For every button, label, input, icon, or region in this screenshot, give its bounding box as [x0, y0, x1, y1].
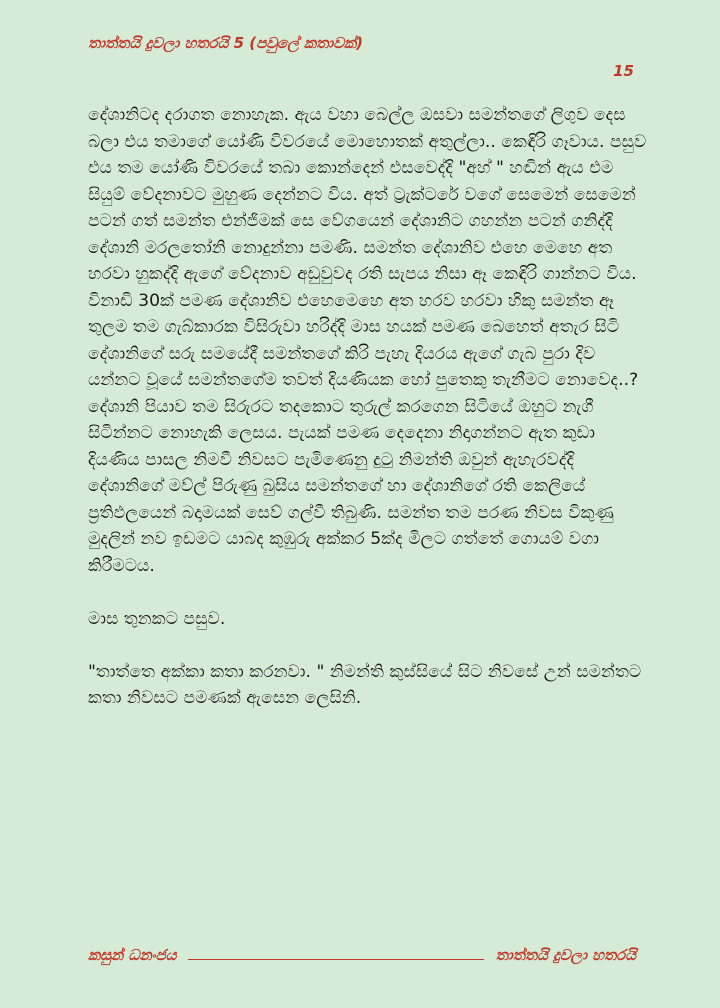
footer-author: කසුන් ධනංජය: [88, 946, 177, 964]
paragraph-dialogue: "තාත්තෙ අක්කා කතා කරනවා. " නිමන්ති කුස්සියේ සිට නිවසේ උන් සමන්තට කතා නිවසට පමණක් ඇසෙන ලෙසිනි.: [88, 661, 642, 708]
paragraph-scene-break: මාස තුනකට පසුව.: [88, 608, 226, 629]
story-body: [88, 102, 648, 738]
footer-divider-line: [188, 958, 483, 960]
page-number: 15: [613, 62, 634, 80]
header-title: තාත්තයි දුවලා හතරයි 5 (පවුලේ කතාවක්): [88, 34, 364, 52]
footer-series-title: තාත්තයි දුවලා හතරයි: [495, 946, 636, 964]
paragraph-main: දේශානිටද දරාගත නොහැක. ඇය වහා බෙල්ල ඔසවා සමන්තගේ ලිගුව දෙස බලා එය තමාගේ යෝණි විවරයේ මොහොතක් අතුල්ලා.. කෙඳිරි ගෑවාය. පසුව එය තම යෝණි විවරයේ තබා කොන්දෙන් එසවෙද්දි "අහ් " හඬින් ඇය එම සියුම් වේදනාවට මුහුණ දෙන්නට විය. අත් ට්‍රැක්ටරේ වගේ සෙමෙන් සෙමෙන් පටන් ගත් සමන්ත එන්ජිමක් සෙ වේගයෙන් දේශානිට ගහන්න පටන් ගනිද්දි දේශානි මරලතෝනි නොදුන්නා පමණි. සමන්ත දේශානිව එහෙ මෙහෙ අත හරවා හුකද්දි ඇගේ වේදනාව අඩුවුවද රති සැපය නිසා ඈ කෙඳිරි ගාන්නට විය. විනාඩි 30ක් පමණ දේශානිව එහෙමෙහෙ අත හරව හරවා හිකු සමන්ත ඈ තුලම තම ගැබ්කාරක විසිරුවා හරිද්දි මාස හයක් පමණ බෙහෙත් අතැර සිටි දේශානිගේ සරු සමයේදී සමන්තගේ කිරි පැහැ දියරය ඇගේ ගැබ පුරා දිව යන්නට වූයේ සමන්තගේම තවත් දියණියක හෝ පුතෙකු තැනීමට නොවෙද..? දේශානි පියාව තම සිරුරට තදකොට තුරුල් කරගෙන සිටියේ ඔහුට නැගී සිටින්නට නොහැකි ලෙසය. පැයක් පමණ දෙදෙනා නිදාගන්නට ඇත කුඩා දියණිය පාසල නිමවී නිවසට පැමිණෙනු දුටු නිමන්ති ඔවුන් ඇහැරවද්දි දේශානිගේ මව්ල් පිරුණු බුසිය සමන්තගේ හා දේශානිගේ රති කෙලියේ ප්‍රතිඵලයෙන් බදාමයක් සෙව් ගල්වී තිබුණි. සමන්ත තම පරණ නිවස විකුණු මුදලින් නව ඉඩමට යාබද කුඹුරු අක්කර 5ක්ද මිලට ගත්තේ ගොයම් වගා කිරීමටය.: [88, 105, 647, 576]
page-footer: [88, 946, 636, 964]
